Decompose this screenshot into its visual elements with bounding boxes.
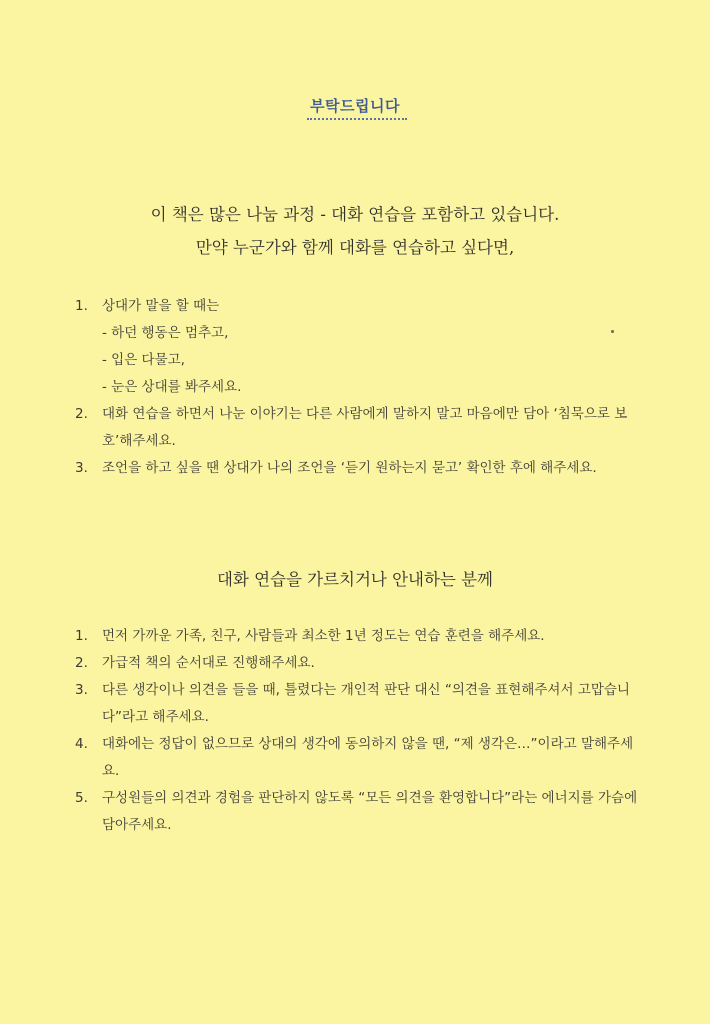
list-item — [0, 401, 647, 455]
item-text: 가급적 책의 순서대로 진행해주세요. — [102, 655, 315, 671]
item-text: 상대가 말을 할 때는 — [102, 298, 220, 314]
item-number: 2. — [75, 655, 88, 671]
request-list — [0, 293, 647, 482]
item-text: 대화에는 정답이 없으므로 상대의 생각에 동의하지 않을 땐, “제 생각은…”이라고 말해주세요. — [102, 736, 634, 779]
intro-line-1: 이 책은 많은 나눔 과정 - 대화 연습을 포함하고 있습니다. — [150, 205, 560, 224]
intro-text — [0, 198, 710, 264]
list-item — [0, 677, 647, 731]
list-item — [0, 455, 647, 482]
list-item — [0, 731, 647, 785]
item-number: 1. — [75, 628, 88, 644]
list-item — [0, 623, 647, 650]
item-text: 다른 생각이나 의견을 들을 때, 틀렸다는 개인적 판단 대신 “의견을 표현해주셔서 고맙습니다”라고 해주세요. — [102, 682, 630, 725]
item-number: 3. — [75, 460, 88, 476]
page-heading: 부탁드립니다 — [310, 97, 400, 115]
list-item — [0, 785, 647, 839]
item-text: 먼저 가까운 가족, 친구, 사람들과 최소한 1년 정도는 연습 훈련을 해주세요. — [102, 628, 545, 644]
item-number: 5. — [75, 790, 88, 806]
section-subheading: 대화 연습을 가르치거나 안내하는 분께 — [216, 570, 493, 589]
item-number: 1. — [75, 298, 88, 314]
item-number: 2. — [75, 406, 88, 422]
item-number: 3. — [75, 682, 88, 698]
item-text: 구성원들의 의견과 경험을 판단하지 않도록 “모든 의견을 환영합니다”라는 에너지를 가슴에 담아주세요. — [102, 790, 638, 833]
guide-list — [0, 623, 647, 839]
intro-line-2: 만약 누군가와 함께 대화를 연습하고 싶다면, — [195, 238, 515, 257]
heading-dotted-underline — [307, 118, 407, 120]
list-item — [0, 650, 647, 677]
item-subpoint: - 입은 다물고, — [102, 352, 185, 368]
item-number: 4. — [75, 736, 88, 752]
paper-speck — [611, 330, 614, 333]
item-text: 조언을 하고 싶을 땐 상대가 나의 조언을 ‘듣기 원하는지 묻고’ 확인한 후에 해주세요. — [102, 460, 597, 476]
item-subpoint: - 하던 행동은 멈추고, — [102, 325, 229, 341]
list-item — [0, 293, 647, 401]
item-text: 대화 연습을 하면서 나눈 이야기는 다른 사람에게 말하지 말고 마음에만 담아 ‘침묵으로 보호’해주세요. — [102, 406, 628, 449]
item-subpoint: - 눈은 상대를 봐주세요. — [102, 379, 242, 395]
